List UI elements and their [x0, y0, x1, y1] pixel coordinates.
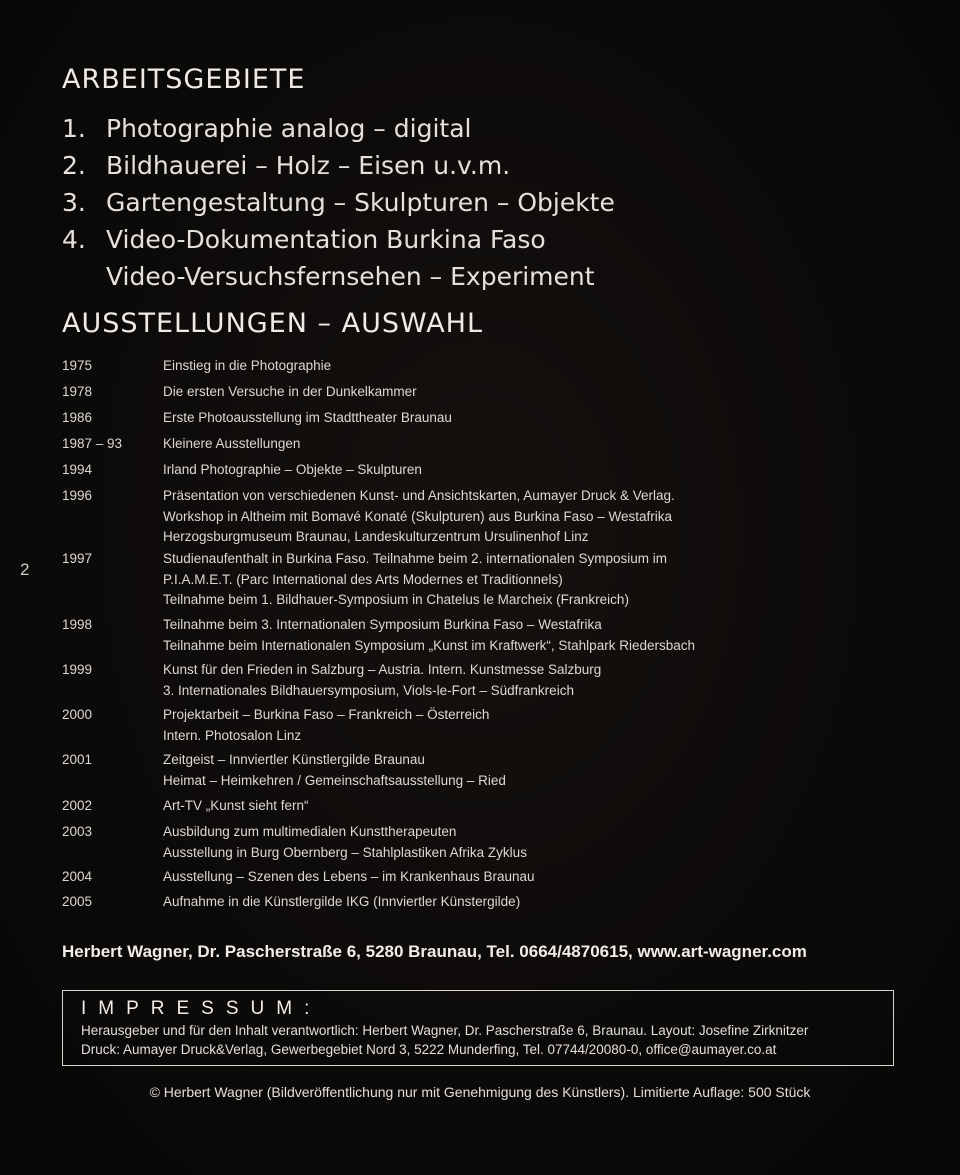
timeline-year: 1996	[62, 488, 93, 503]
page-number: 2	[20, 560, 30, 579]
list-item-number: 1.	[62, 114, 86, 143]
list-item	[62, 184, 615, 221]
list-item-text: Video-Versuchsfernsehen – Experiment	[106, 262, 595, 291]
timeline-entry	[62, 460, 922, 481]
timeline-line: Heimat – Heimkehren / Gemeinschaftsausstellung – Ried	[163, 772, 506, 788]
timeline-line: Erste Photoausstellung im Stadttheater Braunau	[163, 410, 452, 425]
timeline-entry	[62, 822, 922, 863]
timeline-year: 1994	[62, 462, 93, 477]
timeline-line: P.I.A.M.E.T. (Parc International des Arts Modernes et Traditionnels)	[163, 571, 563, 587]
impressum-line: Druck: Aumayer Druck&Verlag, Gewerbegebiet Nord 3, 5222 Munderfing, Tel. 07744/20080-0, office@aumayer.co.at	[81, 1042, 777, 1057]
timeline-year: 1987 – 93	[62, 436, 123, 451]
timeline-line: Projektarbeit – Burkina Faso – Frankreich – Österreich	[163, 707, 490, 722]
ausstellungen-title: AUSSTELLUNGEN – AUSWAHL	[62, 308, 484, 339]
timeline-year: 2004	[62, 869, 93, 884]
timeline-entry	[62, 660, 922, 701]
timeline-entry	[62, 549, 922, 611]
list-item-number: 2.	[62, 151, 86, 180]
list-item	[62, 110, 615, 147]
timeline-line: Zeitgeist – Innviertler Künstlergilde Braunau	[163, 752, 425, 767]
timeline-description	[163, 892, 922, 913]
timeline-entry	[62, 750, 922, 791]
timeline-line: Kunst für den Frieden in Salzburg – Austria. Intern. Kunstmesse Salzburg	[163, 662, 602, 677]
list-item-text: Bildhauerei – Holz – Eisen u.v.m.	[106, 151, 511, 180]
timeline-description	[163, 549, 922, 611]
timeline-line: Präsentation von verschiedenen Kunst- und Ansichtskarten, Aumayer Druck & Verlag.	[163, 488, 675, 503]
timeline-description	[163, 750, 922, 791]
timeline-entry	[62, 408, 922, 429]
timeline-line: Einstieg in die Photographie	[163, 358, 332, 373]
timeline-description	[163, 408, 922, 429]
timeline-description	[163, 615, 922, 656]
timeline-year: 2002	[62, 798, 93, 813]
impressum-title: IMPRESSUM:	[81, 998, 322, 1019]
timeline-line: Die ersten Versuche in der Dunkelkammer	[163, 384, 417, 399]
copyright-notice: © Herbert Wagner (Bildveröffentlichung nur mit Genehmigung des Künstlers). Limitierte Auflage: 500 Stück	[149, 1084, 811, 1100]
timeline-year: 1986	[62, 410, 93, 425]
timeline-entry	[62, 382, 922, 403]
list-item-continuation	[62, 258, 615, 295]
timeline-description	[163, 382, 922, 403]
list-item	[62, 147, 615, 184]
timeline-entry	[62, 615, 922, 656]
timeline-year: 1999	[62, 662, 93, 677]
timeline-line: Studienaufenthalt in Burkina Faso. Teilnahme beim 2. internationalen Symposium im	[163, 551, 668, 566]
impressum-line: Herausgeber und für den Inhalt verantwortlich: Herbert Wagner, Dr. Pascherstraße 6, Braunau. Layout: Josefine Zirknitzer	[81, 1023, 809, 1038]
timeline-description	[163, 356, 922, 377]
timeline-line: Ausstellung – Szenen des Lebens – im Krankenhaus Braunau	[163, 869, 535, 884]
timeline-line: 3. Internationales Bildhauersymposium, Viols-le-Fort – Südfrankreich	[163, 682, 574, 698]
list-item-number: 3.	[62, 188, 86, 217]
timeline-entry	[62, 705, 922, 746]
timeline-line: Ausbildung zum multimedialen Kunsttherapeuten	[163, 824, 457, 839]
list-item-number: 4.	[62, 225, 86, 254]
list-item-text: Video-Dokumentation Burkina Faso	[106, 225, 546, 254]
timeline-line: Art-TV „Kunst sieht fern“	[163, 798, 309, 813]
timeline-year: 2003	[62, 824, 93, 839]
impressum-box	[62, 990, 894, 1066]
timeline-line: Herzogsburgmuseum Braunau, Landeskulturzentrum Ursulinenhof Linz	[163, 529, 589, 544]
timeline-line: Aufnahme in die Künstlergilde IKG (Innviertler Künstergilde)	[163, 894, 521, 909]
list-item-text: Gartengestaltung – Skulpturen – Objekte	[106, 188, 615, 217]
timeline-line: Teilnahme beim Internationalen Symposium „Kunst im Kraftwerk“, Stahlpark Riedersbach	[163, 637, 695, 653]
list-item	[62, 221, 615, 258]
timeline-line: Kleinere Ausstellungen	[163, 436, 301, 451]
timeline-entry	[62, 867, 922, 888]
timeline-entry	[62, 434, 922, 455]
list-item-text: Photographie analog – digital	[106, 114, 472, 143]
timeline-entry	[62, 486, 922, 548]
timeline-line: Ausstellung in Burg Obernberg – Stahlplastiken Afrika Zyklus	[163, 844, 527, 860]
timeline-line: Intern. Photosalon Linz	[163, 727, 302, 743]
timeline-entry	[62, 356, 922, 377]
timeline-description	[163, 867, 922, 888]
timeline-line: Teilnahme beim 3. Internationalen Symposium Burkina Faso – Westafrika	[163, 617, 602, 632]
timeline-description	[163, 434, 922, 455]
timeline-description	[163, 822, 922, 863]
timeline-entry	[62, 892, 922, 913]
timeline-description	[163, 705, 922, 746]
arbeitsgebiete-title: ARBEITSGEBIETE	[62, 64, 306, 95]
timeline-year: 1997	[62, 551, 93, 566]
timeline-year: 1978	[62, 384, 93, 399]
contact-address: Herbert Wagner, Dr. Pascherstraße 6, 5280 Braunau, Tel. 0664/4870615, www.art-wagner.com	[62, 942, 807, 961]
timeline-year: 2000	[62, 707, 93, 722]
timeline-year: 2001	[62, 752, 93, 767]
timeline-line: Irland Photographie – Objekte – Skulpturen	[163, 462, 422, 477]
arbeitsgebiete-list	[62, 110, 615, 295]
timeline-description	[163, 660, 922, 701]
timeline-year: 1975	[62, 358, 93, 373]
timeline-description	[163, 796, 922, 817]
timeline-line: Workshop in Altheim mit Bomavé Konaté (Skulpturen) aus Burkina Faso – Westafrika	[163, 508, 672, 524]
timeline-year: 1998	[62, 617, 93, 632]
timeline-entry	[62, 796, 922, 817]
timeline-description	[163, 486, 922, 548]
timeline-year: 2005	[62, 894, 93, 909]
timeline-line: Teilnahme beim 1. Bildhauer-Symposium in Chatelus le Marcheix (Frankreich)	[163, 592, 629, 607]
timeline-description	[163, 460, 922, 481]
